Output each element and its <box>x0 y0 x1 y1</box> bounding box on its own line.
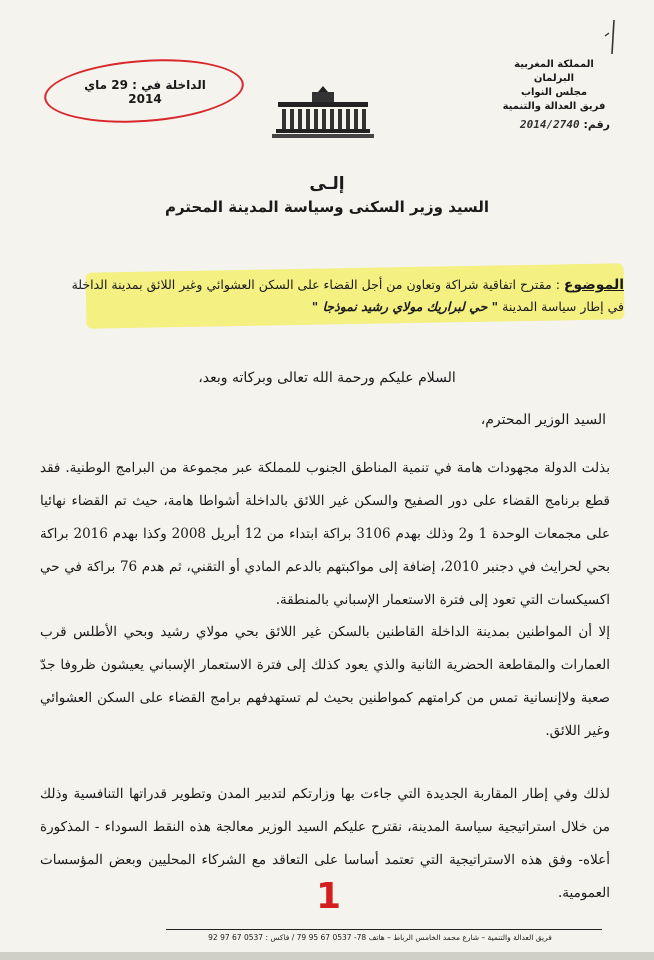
kingdom-name: المملكة المغربية <box>514 59 594 70</box>
sender-header <box>494 58 614 114</box>
date-stamp: الداخلة في : 29 ماي 2014 <box>84 78 206 106</box>
greeting: السلام عليكم ورحمة الله تعالى وبركاته وبعد، <box>198 370 456 386</box>
subject-text: : مقترح اتفاقية شراكة وتعاون من أجل القضاء على السكن العشوائي وغير اللائق بمدينة الداخلة في إطار سياسة المدينة <box>71 277 624 314</box>
subject-example: " حي لبراريك مولاي رشيد نموذجا " <box>311 299 499 314</box>
salutation: السيد الوزير المحترم، <box>480 412 606 428</box>
number-label: رقم: <box>583 118 610 131</box>
body-paragraph-1: بذلت الدولة مجهودات هامة في تنمية المناطق الجنوب للمملكة عبر مجموعة من البرامج الوطنية. فقد قطع برنامج القضاء على دور الصفيح والسكن غير اللائق بالداخلة أشواطا هامة، حيث تم القضاء نهائيا على مجمعات الوحدة 1 و2 وذلك بهدم 3106 براكة ابتداء من 12 أبريل 2008 وكذا بهدم 2016 براكة بحي لحرايث في دجنبر 2010، إضافة إلى مواكبتهم بالدعم المادي أو التقني، ثم هدم 76 براكة في حي اكسيكسات التي تعود إلى فترة الاستعمار الإسباني بالمنطقة. <box>40 460 611 608</box>
recipient-to: إلـى <box>309 174 345 194</box>
subject-label: الموضوع <box>563 277 624 293</box>
group-name: فريق العدالة والتنمية <box>502 101 606 112</box>
house-name: مجلس النواب <box>520 87 588 98</box>
body-paragraph-2: إلا أن المواطنين بمدينة الداخلة القاطنين بالسكن غير اللائق بحي مولاي رشيد وبحي الأطلس قرب العمارات والمقاطعة الحضرية الثانية والذي يعود كذلك إلى فترة الاستعمار الإسباني يعيشون ظروفا جدّ صعبة ولاإنسانية تمس من كرامتهم كمواطنين بحيث لم تستهدفهم برامج القضاء على السكن العشوائي وغير اللائق. <box>40 624 610 739</box>
parliament-name: البرلمان <box>533 73 575 84</box>
recipient-title: السيد وزير السكنى وسياسة المدينة المحترم <box>164 198 490 216</box>
footer-divider <box>166 929 602 930</box>
number-value: 2014/2740 <box>519 118 580 131</box>
scan-edge <box>0 952 654 960</box>
handwritten-mark-icon <box>600 18 622 58</box>
footer-contact: فريق العدالة والتنمية – شارع محمد الخامس الرباط – هاتف 78- 0537 67 95 79 / فاكس : 0537 67 97 92 <box>208 933 552 942</box>
reference-number <box>520 118 610 131</box>
body-paragraph-3: لذلك وفي إطار المقاربة الجديدة التي جاءت بها وزارتكم لتدبير المدن وتطوير قدراتها التنافسية وذلك من خلال استراتيجية سياسة المدينة، نقترح عليكم السيد الوزير معالجة هذه النقط السوداء - المذكورة أعلاه- وفق هذه الاستراتيجية التي تعتمد أساسا على التعاقد مع الشركاء المحليين وبعض المؤسسات العمومية. <box>40 786 610 901</box>
subject-block <box>54 274 624 318</box>
parliament-building-logo <box>268 82 378 142</box>
page-number: 1 <box>316 876 342 917</box>
